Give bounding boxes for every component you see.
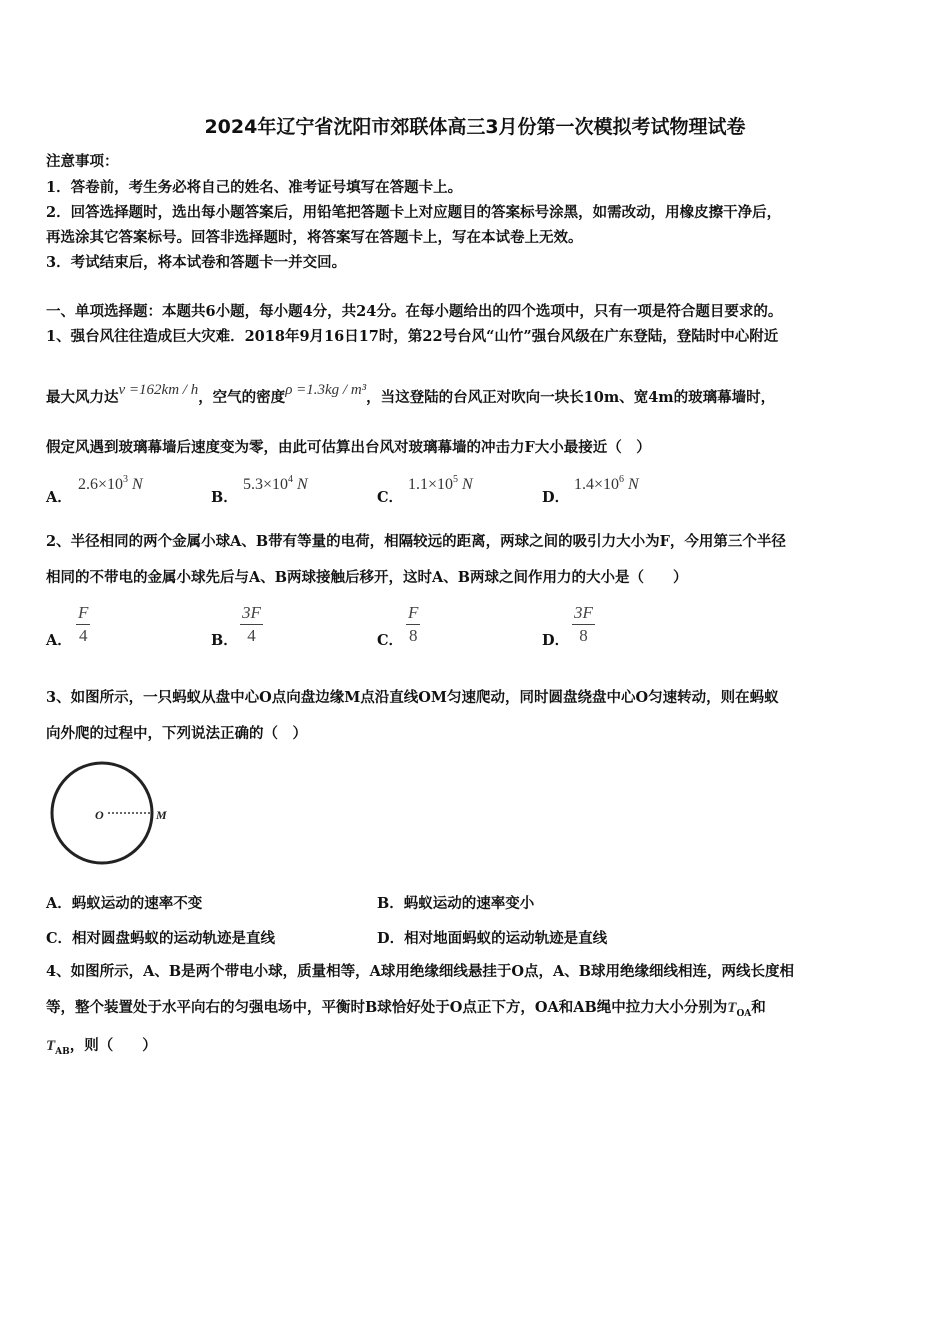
q1-line1: 1、强台风往往造成巨大灾难．2018年9月16日17时，第22号台风“山竹”强台风级在广东登陆，登陆时中心附近 bbox=[46, 328, 779, 345]
q2-option-b-label: B． bbox=[211, 632, 238, 649]
q3-option-a[interactable]: A．蚂蚁运动的速率不变 bbox=[46, 895, 203, 912]
q1-option-d-label: D． bbox=[542, 489, 570, 506]
q4-line2: 等，整个装置处于水平向右的匀强电场中，平衡时B球恰好处于O点正下方，OA和AB绳中拉力大小分别为$T_{OA}$和 bbox=[46, 999, 766, 1019]
q1-speed: v =162km / h bbox=[118, 382, 199, 398]
q1-option-a-value[interactable]: $2.6\times 10^3$ N bbox=[78, 474, 143, 493]
q3-line2: 向外爬的过程中，下列说法正确的（ ） bbox=[46, 725, 307, 742]
q2-option-a-fraction[interactable]: F 4 bbox=[78, 603, 89, 645]
q2-option-a-label: A． bbox=[46, 632, 72, 649]
q1-option-d-value[interactable]: $1.4\times 10^6$ N bbox=[574, 474, 639, 493]
notice-item-1: 1．答卷前，考生务必将自己的姓名、准考证号填写在答题卡上。 bbox=[46, 179, 463, 196]
q4-line3: $T_{AB}$，则（ ） bbox=[46, 1037, 157, 1057]
q1-option-c-label: C． bbox=[377, 489, 404, 506]
q2-option-c-label: C． bbox=[377, 632, 404, 649]
q1-option-a-label: A． bbox=[46, 489, 72, 506]
q2-line1: 2、半径相同的两个金属小球A、B带有等量的电荷，相隔较远的距离，两球之间的吸引力大小为F，今用第三个半径 bbox=[46, 533, 786, 550]
center-label-o: O bbox=[95, 808, 104, 822]
notice-item-2-cont: 再选涂其它答案标号。回答非选择题时，将答案写在答题卡上，写在本试卷上无效。 bbox=[46, 229, 583, 246]
notice-item-3: 3．考试结束后，将本试卷和答题卡一并交回。 bbox=[46, 254, 347, 271]
notice-item-2: 2．回答选择题时，选出每小题答案后，用铅笔把答题卡上对应题目的答案标号涂黑，如需改动，用橡皮擦干净后， bbox=[46, 204, 782, 221]
q1-line2a: 最大风力达 bbox=[46, 389, 119, 406]
q2-option-d-label: D． bbox=[542, 632, 570, 649]
edge-label-m: M bbox=[156, 808, 167, 822]
q3-option-c[interactable]: C．相对圆盘蚂蚁的运动轨迹是直线 bbox=[46, 930, 276, 947]
q2-option-c-fraction[interactable]: F 8 bbox=[408, 603, 419, 645]
q1-option-c-value[interactable]: $1.1\times 10^5$ N bbox=[408, 474, 473, 493]
q2-option-b-fraction[interactable]: 3F 4 bbox=[242, 603, 261, 645]
q1-line2c: ，当这登陆的台风正对吹向一块长10m、宽4m的玻璃幕墙时， bbox=[366, 389, 776, 406]
disk-figure bbox=[40, 755, 180, 873]
q1-option-b-value[interactable]: $5.3\times 10^4$ N bbox=[243, 474, 308, 493]
q3-option-d[interactable]: D．相对地面蚂蚁的运动轨迹是直线 bbox=[377, 930, 608, 947]
q1-line2b: ，空气的密度 bbox=[198, 389, 286, 406]
section-heading: 一、单项选择题：本题共6小题，每小题4分，共24分。在每小题给出的四个选项中，只有一项是符合题目要求的。 bbox=[46, 303, 783, 320]
q1-density: ρ =1.3kg / m³ bbox=[285, 382, 367, 398]
notice-heading: 注意事项： bbox=[46, 153, 119, 170]
page-title: 2024年辽宁省沈阳市郊联体高三3月份第一次模拟考试物理试卷 bbox=[204, 116, 746, 138]
q3-option-b[interactable]: B．蚂蚁运动的速率变小 bbox=[377, 895, 535, 912]
q3-line1: 3、如图所示，一只蚂蚁从盘中心O点向盘边缘M点沿直线OM匀速爬动，同时圆盘绕盘中心O匀速转动，则在蚂蚁 bbox=[46, 689, 779, 706]
q1-line2 bbox=[46, 382, 776, 408]
q1-option-b-label: B． bbox=[211, 489, 238, 506]
q2-option-d-fraction[interactable]: 3F 8 bbox=[574, 603, 593, 645]
q4-line1: 4、如图所示，A、B是两个带电小球，质量相等，A球用绝缘细线悬挂于O点，A、B球用绝缘细线相连，两线长度相 bbox=[46, 963, 794, 980]
q2-line2: 相同的不带电的金属小球先后与A、B两球接触后移开，这时A、B两球之间作用力的大小是（ ） bbox=[46, 569, 688, 586]
q1-line3: 假定风遇到玻璃幕墙后速度变为零，由此可估算出台风对玻璃幕墙的冲击力F大小最接近（ ） bbox=[46, 439, 651, 456]
